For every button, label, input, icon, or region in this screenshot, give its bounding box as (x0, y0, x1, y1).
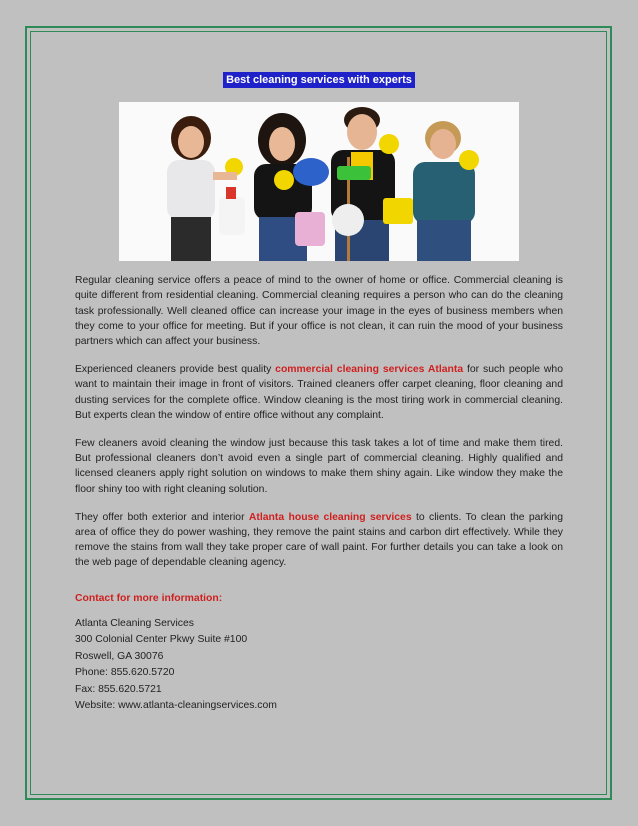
contact-heading: Contact for more information: (75, 592, 223, 604)
paragraph-4 (75, 510, 563, 571)
cleaner-figure-3 (331, 107, 413, 261)
fax-number: Fax: 855.620.5721 (75, 683, 162, 695)
company-name: Atlanta Cleaning Services (75, 617, 194, 629)
house-cleaning-link[interactable]: Atlanta house cleaning services (248, 511, 412, 523)
cleaners-photo (119, 102, 519, 261)
paragraph-1: Regular cleaning service offers a peace of mind to the owner of home or office. Commercial cleaning is quite different from residential cleaning. Commercial cleaning requires a person who can do the cleaning task professionally. Well cleaned office can increase your image in the eyes of business members when they come to your office for meeting. But if your office is not clean, it can ruin the mood of your business partners which can affect your business. (75, 275, 563, 348)
paragraph-2 (75, 362, 563, 423)
document-body (75, 72, 563, 715)
commercial-cleaning-link[interactable]: commercial cleaning services Atlanta (275, 364, 464, 376)
paragraph-4-text-a: They offer both exterior and interior (75, 511, 249, 523)
contact-block (75, 616, 563, 715)
cleaners-illustration (119, 102, 519, 261)
phone-number: Phone: 855.620.5720 (75, 667, 175, 679)
cleaner-figure-2 (254, 113, 329, 261)
paragraph-4-text-b: to clients. To clean the parking area of office they do power washing, they remove the paint stains and carbon dirt effectively. While they remove the stains from wall they take proper care of wall paint. For further details you can take a look on the web page of dependable cleaning agency. (75, 511, 563, 569)
page-title: Best cleaning services with experts (223, 72, 415, 88)
paragraph-2-text-b: for such people who want to maintain their image in front of visitors. Trained cleaners offer carpet cleaning, floor cleaning and dusting services for the complete office. Window cleaning is the most tiring work in commercial cleaning. But experts clean the window of entire office without any complaint. (75, 364, 563, 421)
city-state-zip: Roswell, GA 30076 (75, 650, 164, 662)
paragraph-2-text-a: Experienced cleaners provide best quality (75, 364, 276, 376)
street-address: 300 Colonial Center Pkwy Suite #100 (75, 634, 248, 646)
cleaner-figure-1 (167, 116, 245, 261)
website[interactable]: Website: www.atlanta-cleaningservices.com (75, 700, 277, 712)
paragraph-3: Few cleaners avoid cleaning the window just because this task takes a lot of time and make them tired. But professional cleaners don’t avoid even a single part of commercial cleaning. Highly qualified and licensed cleaners apply right solution on windows to make them shiny again. Like window they make the floor shiny too with right cleaning solution. (75, 438, 563, 495)
